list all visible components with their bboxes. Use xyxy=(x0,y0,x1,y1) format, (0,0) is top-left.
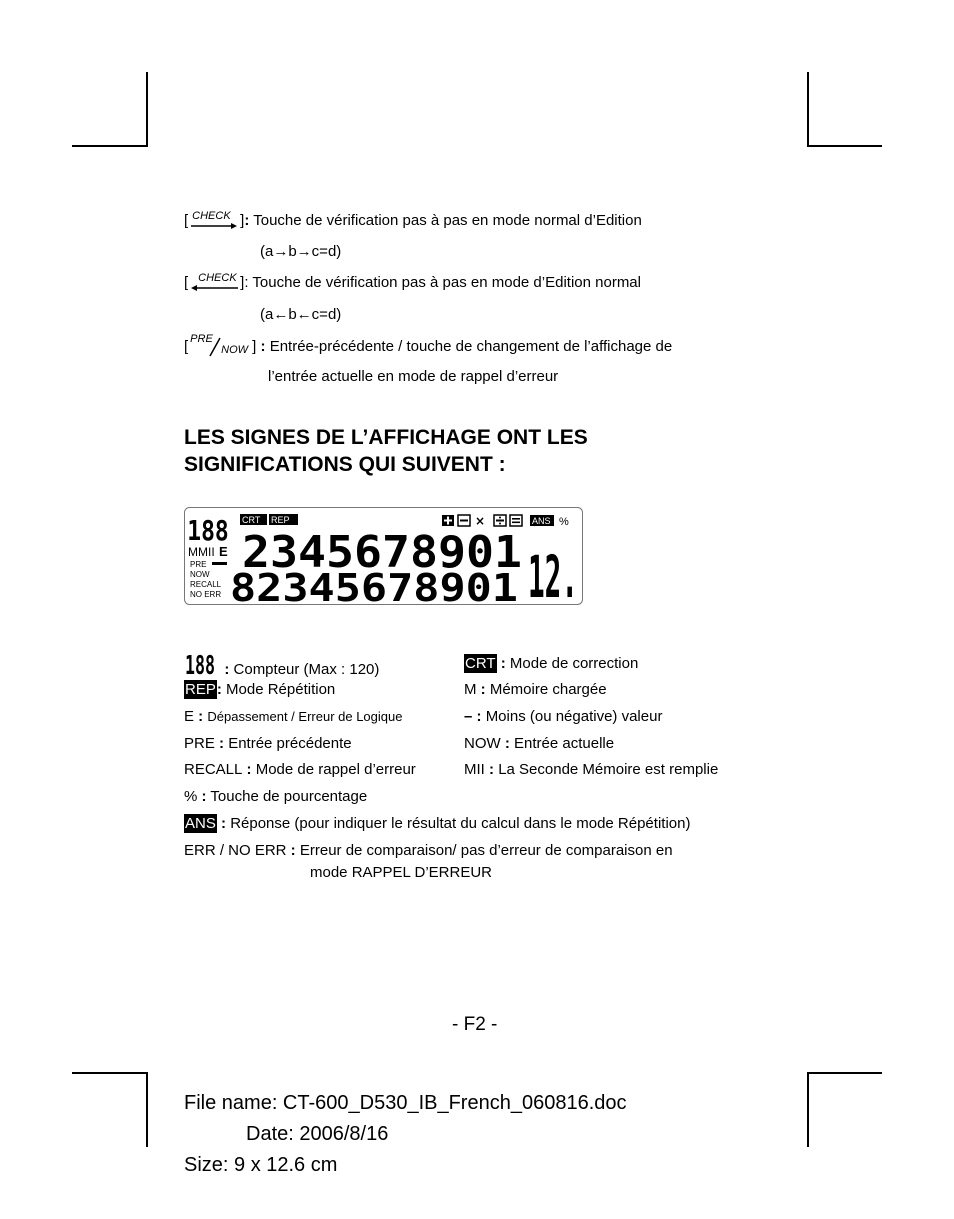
lcd-lower-digits: 82345678901 xyxy=(230,566,518,606)
crop-mark xyxy=(807,1072,809,1147)
pre-now-key xyxy=(188,333,252,358)
ans-desc: Réponse (pour indiquer le résultat du calcul dans le mode Répétition) xyxy=(230,815,691,832)
pre-now-desc: Entrée-précédente / touche de changement de l’affichage de xyxy=(269,337,673,355)
lcd-rep: REP xyxy=(271,515,290,525)
svg-text:188: 188 xyxy=(185,651,215,677)
arrow-left-icon xyxy=(188,274,240,292)
counter-desc: Compteur (Max : 120) xyxy=(233,661,380,678)
arrow-right-icon xyxy=(188,212,240,230)
err-label: ERR / NO ERR xyxy=(184,842,287,859)
lcd-ans: ANS xyxy=(532,516,551,526)
crop-mark xyxy=(72,145,148,147)
lcd-minus-segment xyxy=(212,562,227,565)
lcd-display-svg xyxy=(184,507,584,606)
check-backward-row: [ CHECK ]: Touche de vérification pas à pas en mode d’Edition normal xyxy=(184,272,641,291)
page-number: - F2 - xyxy=(452,1014,498,1035)
m-desc: Mémoire chargée xyxy=(489,681,607,698)
pre-desc: Entrée précédente xyxy=(228,735,352,752)
check-forward-desc: Touche de vérification pas à pas en mode normal d’Edition xyxy=(253,212,642,229)
legend-now: NOW : Entrée actuelle xyxy=(464,735,615,752)
lcd-plus-icon xyxy=(442,515,454,526)
check-backward-desc: Touche de vérification pas à pas en mode d’Edition normal xyxy=(252,274,641,291)
check-forward-key xyxy=(188,212,240,230)
check-forward-row: [ CHECK ]: Touche de vérification pas à pas en mode normal d’Edition xyxy=(184,210,642,229)
legend-m: M : Mémoire chargée xyxy=(464,681,607,698)
check-key-label: CHECK xyxy=(192,210,231,223)
lcd-error-flag: E xyxy=(219,544,228,559)
mii-label: MII xyxy=(464,761,485,778)
crop-mark xyxy=(146,72,148,147)
counter-icon xyxy=(184,651,216,677)
legend-rep: REP: Mode Répétition xyxy=(185,681,336,698)
recall-desc: Mode de rappel d’erreur xyxy=(255,761,416,778)
err-desc-2: mode RAPPEL D’ERREUR xyxy=(310,864,492,881)
legend-e: E : Dépassement / Erreur de Logique xyxy=(184,708,403,725)
check-key-label: CHECK xyxy=(198,272,237,285)
legend-minus: – : Moins (ou négative) valeur xyxy=(464,708,663,725)
lcd-multiply-icon: × xyxy=(475,514,486,528)
check-forward-seq: (a→b→c=d) xyxy=(260,243,342,260)
now-desc: Entrée actuelle xyxy=(514,735,615,752)
lcd-equals-icon xyxy=(510,515,522,526)
lcd-minus-icon xyxy=(458,515,470,526)
now-label: NOW xyxy=(464,735,501,752)
heading-line-1: LES SIGNES DE L’AFFICHAGE ONT LES xyxy=(184,426,588,449)
percent-label: % xyxy=(184,788,198,805)
legend-mii: MII : La Seconde Mémoire est remplie xyxy=(464,761,719,778)
m-label: M xyxy=(464,681,477,698)
lcd-display xyxy=(184,507,584,611)
lcd-memory: MMII xyxy=(188,545,215,559)
pre-key-label: PRE xyxy=(190,333,213,345)
lcd-upper-digits: 2345678901 xyxy=(242,527,522,578)
pre-now-row: [ PRE NOW ] : Entrée-précédente / touche de changement de l’affichage de xyxy=(184,333,673,356)
legend-recall: RECALL : Mode de rappel d’erreur xyxy=(184,761,416,778)
footer-file-name: File name: CT-600_D530_IB_French_060816.doc xyxy=(184,1092,627,1114)
check-backward-seq: (a←b←c=d) xyxy=(260,306,342,323)
crop-mark xyxy=(807,145,882,147)
err-desc: Erreur de comparaison/ pas d’erreur de comparaison en xyxy=(299,842,673,859)
crt-badge: CRT xyxy=(465,655,496,672)
check-backward-key xyxy=(188,274,240,292)
lcd-percent: % xyxy=(559,516,569,528)
heading-line-2: SIGNIFICATIONS QUI SUIVENT : xyxy=(184,453,506,476)
lcd-recall: RECALL xyxy=(190,580,222,589)
e-label: E xyxy=(184,708,195,725)
lcd-pre: PRE xyxy=(190,560,207,569)
minus-desc: Moins (ou négative) valeur xyxy=(485,708,663,725)
rep-desc: Mode Répétition xyxy=(226,681,336,698)
legend-percent: % : Touche de pourcentage xyxy=(184,788,368,805)
legend-err: ERR / NO ERR : Erreur de comparaison/ pas d’erreur de comparaison en xyxy=(184,842,673,859)
pre-label: PRE xyxy=(184,735,215,752)
rep-badge: REP xyxy=(185,681,216,698)
e-desc: Dépassement / Erreur de Logique xyxy=(207,709,403,724)
lcd-right-digits: 12. xyxy=(528,543,578,606)
lcd-crt: CRT xyxy=(242,515,261,525)
mii-desc: La Seconde Mémoire est remplie xyxy=(498,761,719,778)
legend-crt: CRT : Mode de correction xyxy=(465,655,639,672)
now-key-label: NOW xyxy=(221,344,249,356)
lcd-now: NOW xyxy=(190,570,210,579)
crop-mark xyxy=(807,72,809,147)
crop-mark xyxy=(807,1072,882,1074)
section-heading xyxy=(184,424,588,478)
crt-desc: Mode de correction xyxy=(509,655,639,672)
ans-badge: ANS xyxy=(185,815,216,832)
footer-size: Size: 9 x 12.6 cm xyxy=(184,1154,338,1176)
percent-desc: Touche de pourcentage xyxy=(210,788,368,805)
recall-label: RECALL xyxy=(184,761,243,778)
legend-pre: PRE : Entrée précédente xyxy=(184,735,352,752)
crop-mark xyxy=(72,1072,148,1074)
pre-now-desc-2: l’entrée actuelle en mode de rappel d’erreur xyxy=(268,368,559,385)
legend-counter: 188 : Compteur (Max : 120) xyxy=(184,651,379,678)
footer-date: Date: 2006/8/16 xyxy=(246,1123,389,1145)
crop-mark xyxy=(146,1072,148,1147)
minus-label: – xyxy=(464,708,473,725)
legend-ans: ANS : Réponse (pour indiquer le résultat du calcul dans le mode Répétition) xyxy=(185,815,691,832)
lcd-counter: 188 xyxy=(187,514,229,548)
lcd-no-err: NO ERR xyxy=(190,590,222,599)
lcd-divide-icon xyxy=(494,515,506,526)
